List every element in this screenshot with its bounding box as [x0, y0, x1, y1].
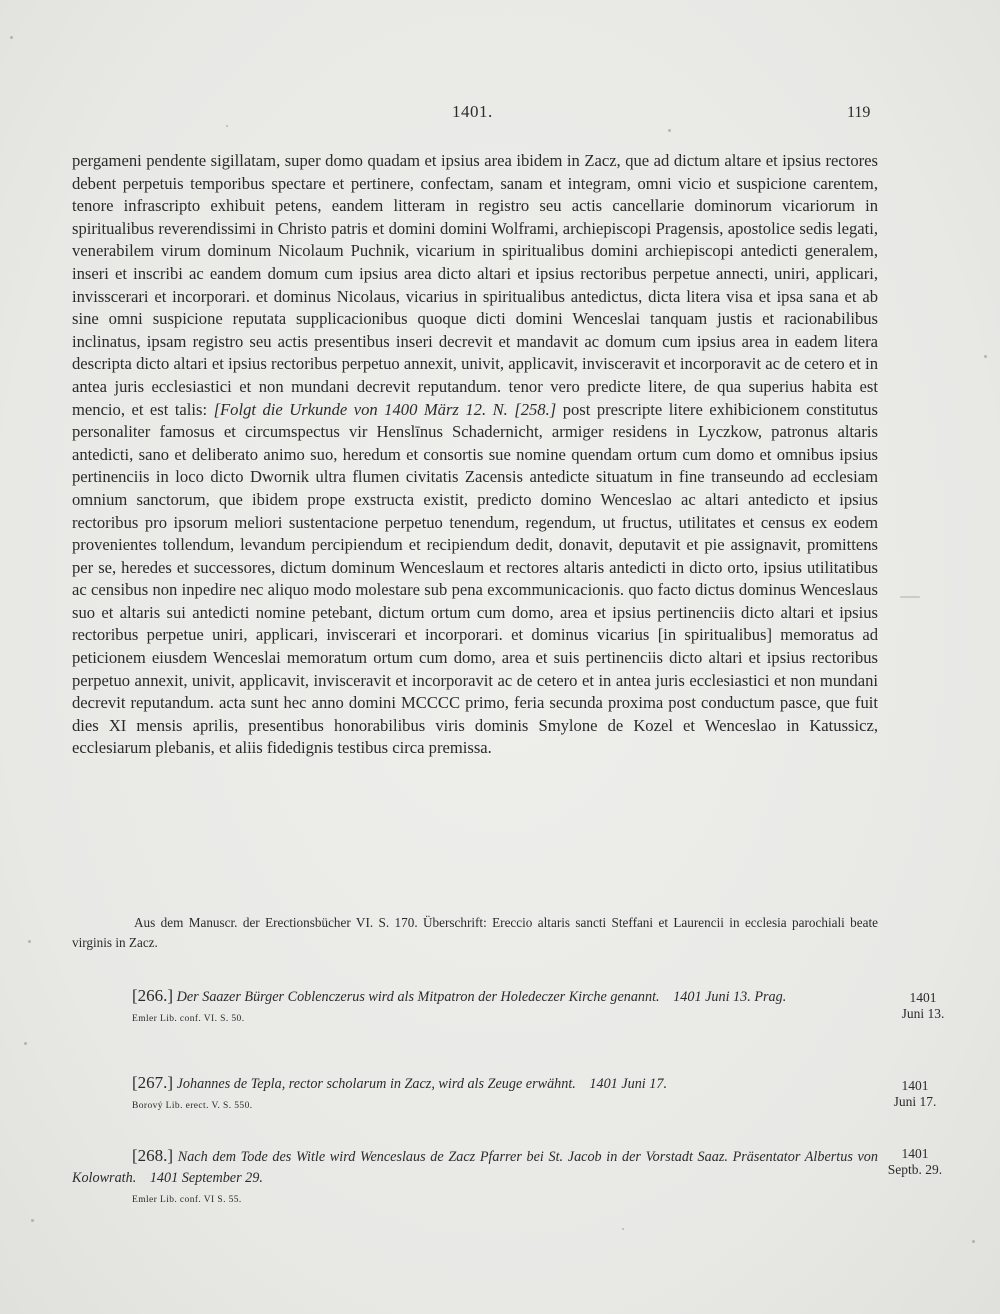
scan-speck — [622, 1228, 624, 1230]
entry-summary: Nach dem Tode des Witle wird Wenceslaus de Zacz Pfarrer bei St. Jacob in der Vorstadt Saaz. Präsentator Albertus von Kolowrath. — [72, 1149, 878, 1186]
scan-mark — [900, 596, 920, 598]
main-paragraph-continued: post prescripte litere exhibicionem constitutus personaliter famosus et circumspectus vir Henslīnus Schadernicht, armiger residens in Lyczkow, patronus altaris antedicti, sano et deliberato animo suo, heredum et consortis sue nomine quendam ortum cum domo et omnibus ipsius pertinenciis in loco dicto Dwornik ultra flumen civitatis Zacensis antedicte situatum in fine transeundo ad ecclesiam omnium sanctorum, que ibidem prope exstructa existit, predicto domino Wenceslao ac altari antedicto et ipsius rectoribus pro ipsorum meliori sustentacione perpetuo tenendum, regendum, ut fructus, utilitates et census ex eodem provenientes tollendum, levandum percipiendum et recipiendum dedit, donavit, deputavit et pie assignavit, promittens per se, heredes et successores, dictum dominum Wenceslaum et rectores altaris antedicti in dicto orto, ipsius utilitatibus ac censibus non inpedire nec aliquo modo molestare sub pena excommunicacionis. quo facto dictus dominus Wenceslaus suo et altaris sui antedicti nomine petebant, dictum ortum cum domo, area et ipsius pertinenciis dicto altari et ipsius rectoribus perpetue uniri, applicari, inviscerari et incorporari. et dominus vicarius [in spiritualibus] memoratus ad peticionem eiusdem Wenceslai memoratum ortum cum domo, area et suis pertinenciis dicto altari et ipsius rectoribus perpetuo annexit, univit, applicavit, invisceravit et incorporavit ac de cetero et in antea juris ecclesiastici et non mundani decrevit reputandum. acta sunt hec anno domini MCCCC primo, feria secunda proxima post conductum pasce, que fuit dies XI mensis aprilis, presentibus honorabilibus viris dominis Smylone de Kozel et Wenceslao in Katussicz, ecclesiarum plebanis, et aliis fidedignis testibus circa premissa. — [72, 399, 878, 758]
entry-date: 1401 Juni 17. — [589, 1076, 668, 1092]
regest-entry-268 — [72, 1145, 878, 1205]
entry-source: Borový Lib. erect. V. S. 550. — [132, 1101, 253, 1111]
margin-day: Juni 13. — [901, 1006, 945, 1021]
entry-summary: Johannes de Tepla, rector scholarum in Zacz, wird als Zeuge erwähnt. — [176, 1076, 576, 1092]
margin-date-268 — [870, 1146, 960, 1178]
entry-date: 1401 Juni 13. Prag. — [673, 989, 787, 1005]
entry-source: Emler Lib. conf. VI S. 55. — [132, 1195, 242, 1205]
scan-speck — [984, 355, 987, 358]
regest-entry-266 — [72, 985, 878, 1024]
main-paragraph: pergameni pendente sigillatam, super domo quadam et ipsius area ibidem in Zacz, que ad dictum altare et ipsius rectores debent perpetuis temporibus spectare et pertinere, confectam, sanam et integram, omni vicio et suspicione carentem, tenore infrascripto exhibuit petens, eandem litteram in registro seu actis cancellarie dominorum vicariorum in spiritualibus reverendissimi in Christo patris et domini domini Wolframi, archiepiscopi Pragensis, apostolice sedis legati, venerabilem virum dominum Nicolaum Puchnik, vicarium in spiritualibus domini archiepiscopi antedicti generalem, inseri et inscribi ac eandem domum cum ipsius area dicto altari et ipsius rectoribus perpetue annecti, uniri, applicari, invisscerari et incorporari. et dominus Nicolaus, vicarius in spiritualibus antedictus, dicta litera visa et ipsa sana et ab sine omni suspicione reputata supplicacionibus quoque dicti domini Wenceslai tanquam justis et racionabilibus inclinatus, ipsam registro seu actis presentibus inseri decrevit et mandavit ac domum cum ipsius area in eadem litera descripta dicto altari et ipsius rectoribus perpetuo annexit, univit, applicavit, invisceravit et incorporavit ac de cetero et in antea juris ecclesiastici et non mundani decrevit reputandum. tenor vero predicte litere, de qua superius habita est mencio, et est talis: — [72, 151, 878, 419]
entry-number: [267.] — [132, 1073, 174, 1092]
entry-source: Emler Lib. conf. VI. S. 50. — [132, 1014, 245, 1024]
scan-speck — [10, 36, 13, 39]
entry-number: [268.] — [132, 1146, 174, 1165]
scan-speck — [668, 129, 671, 132]
margin-year: 1401 — [901, 1078, 929, 1093]
scan-speck — [28, 940, 31, 943]
scan-speck — [31, 1219, 34, 1222]
scan-speck — [226, 125, 228, 127]
entry-date: 1401 September 29. — [149, 1170, 263, 1186]
entry-number: [266.] — [132, 986, 174, 1005]
source-note: Aus dem Manuscr. der Erectionsbücher VI. S. 170. Überschrift: Ereccio altaris sancti Steffani et Laurencii in ecclesia parochiali beate virginis in Zacz. — [72, 915, 878, 950]
scan-speck — [972, 1240, 975, 1243]
margin-date-267 — [870, 1078, 960, 1110]
margin-date-266 — [878, 990, 968, 1022]
running-head-year: 1401. — [452, 102, 493, 121]
regest-entry-267 — [72, 1072, 878, 1111]
page-number: 119 — [847, 104, 871, 121]
margin-day: Septb. 29. — [887, 1162, 943, 1177]
main-text-block — [72, 150, 878, 760]
margin-day: Juni 17. — [893, 1094, 937, 1109]
margin-year: 1401 — [909, 990, 937, 1005]
scan-speck — [24, 1042, 27, 1045]
entry-summary: Der Saazer Bürger Coblenczerus wird als Mitpatron der Holedeczer Kirche genannt. — [176, 989, 660, 1005]
editorial-bracket-note: [Folgt die Urkunde von 1400 März 12. N. [258.] — [213, 399, 557, 419]
margin-year: 1401 — [901, 1146, 929, 1161]
